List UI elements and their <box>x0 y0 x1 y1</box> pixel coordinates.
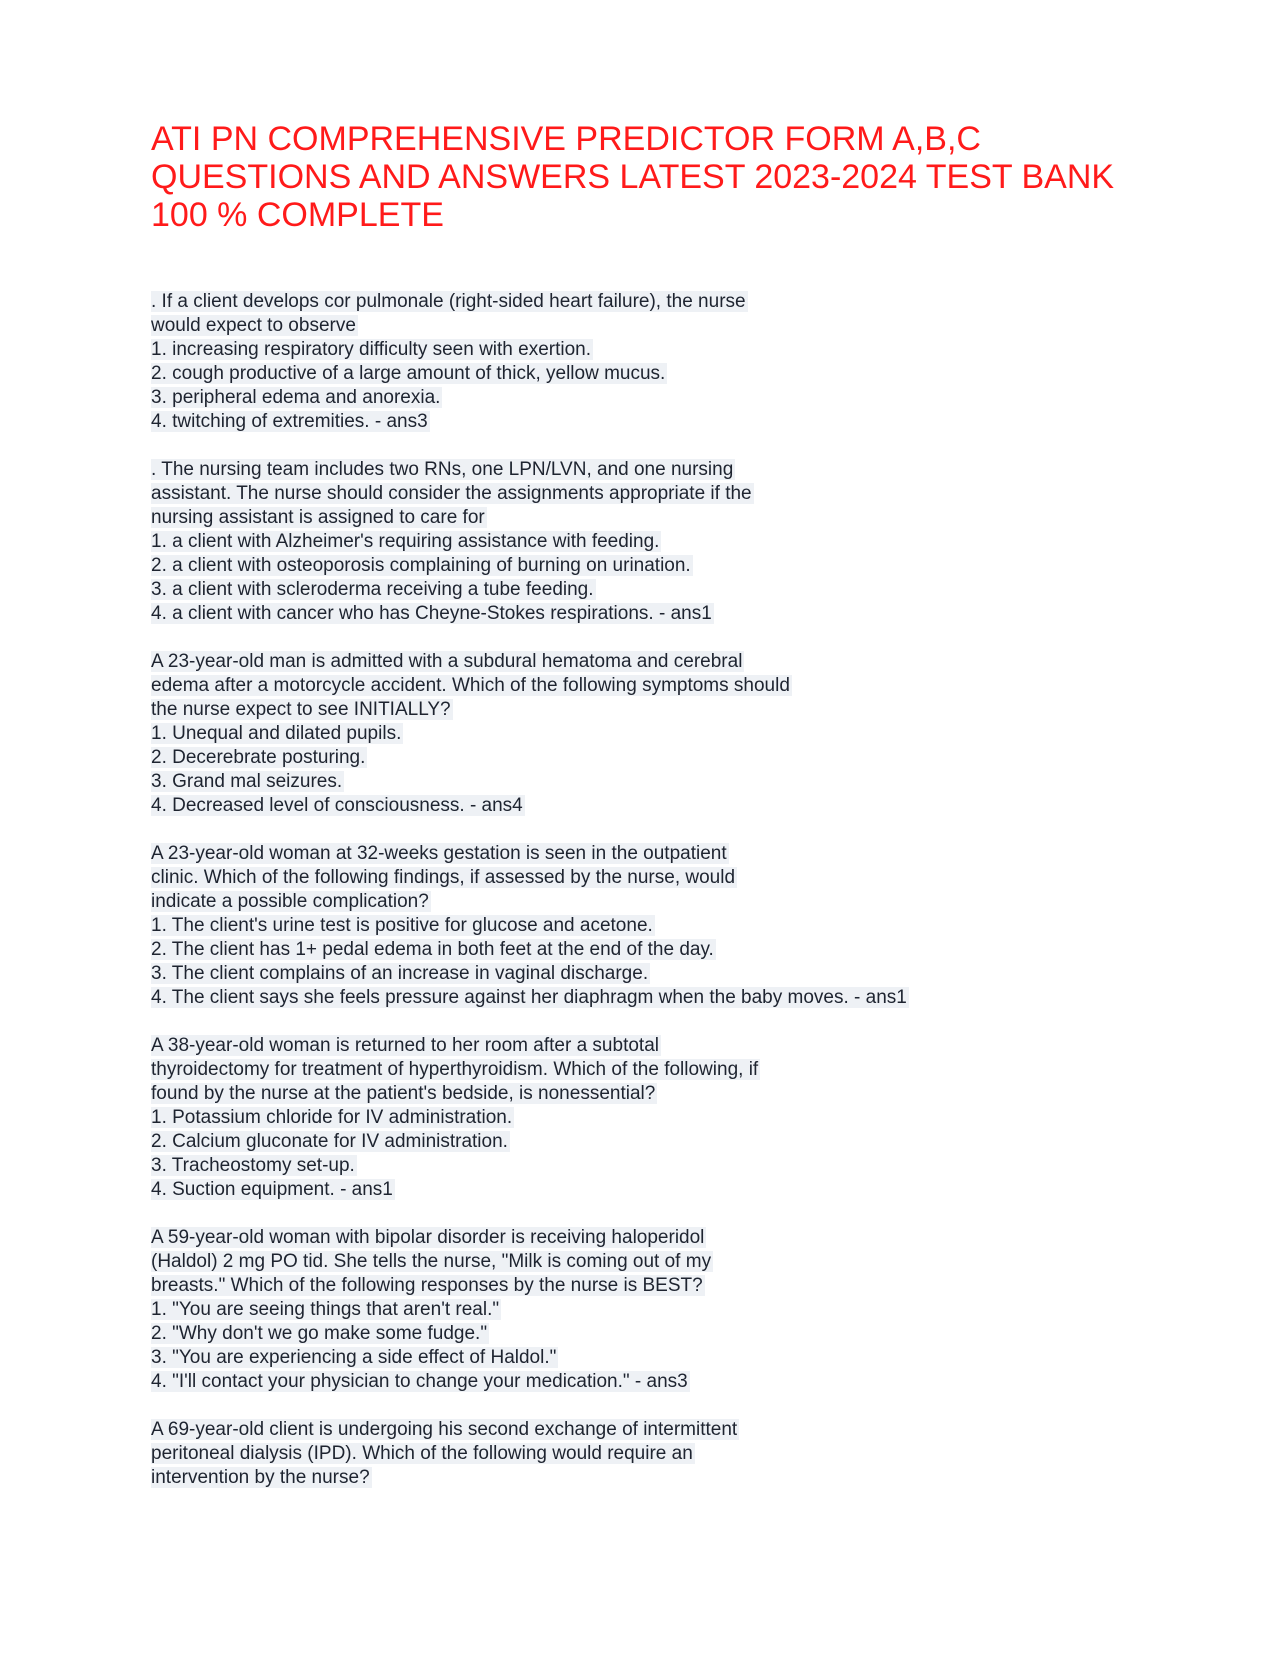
answer-option: 1. a client with Alzheimer's requiring assistance with feeding. <box>151 531 660 552</box>
text-line: assistant. The nurse should consider the assignments appropriate if the <box>151 483 752 504</box>
title-line: 100 % COMPLETE <box>151 196 444 234</box>
answer-option: 1. Potassium chloride for IV administration. <box>151 1107 513 1128</box>
text-line: peritoneal dialysis (IPD). Which of the following would require an <box>151 1443 693 1464</box>
text-line: found by the nurse at the patient's bedside, is nonessential? <box>151 1083 656 1104</box>
text-line: . The nursing team includes two RNs, one LPN/LVN, and one nursing <box>151 459 734 480</box>
answer-option: 2. "Why don't we go make some fudge." <box>151 1323 488 1344</box>
question-block <box>151 458 1151 626</box>
answer-option: 3. The client complains of an increase in vaginal discharge. <box>151 963 649 984</box>
answer-option: 1. Unequal and dilated pupils. <box>151 723 402 744</box>
question-block <box>151 1418 1151 1490</box>
text-line: A 69-year-old client is undergoing his second exchange of intermittent <box>151 1419 738 1440</box>
question-block <box>151 842 1151 1010</box>
answer-option: 4. a client with cancer who has Cheyne-Stokes respirations. - ans1 <box>151 603 712 624</box>
question-block <box>151 1226 1151 1394</box>
question-block <box>151 290 1151 434</box>
text-line: . If a client develops cor pulmonale (right-sided heart failure), the nurse <box>151 291 746 312</box>
answer-option: 3. Grand mal seizures. <box>151 771 343 792</box>
question-block <box>151 650 1151 818</box>
text-line: breasts." Which of the following responses by the nurse is BEST? <box>151 1275 703 1296</box>
text-line: edema after a motorcycle accident. Which of the following symptoms should <box>151 675 790 696</box>
answer-option: 2. Decerebrate posturing. <box>151 747 366 768</box>
answer-option: 3. peripheral edema and anorexia. <box>151 387 441 408</box>
answer-option: 1. increasing respiratory difficulty seen with exertion. <box>151 339 592 360</box>
text-line: the nurse expect to see INITIALLY? <box>151 699 451 720</box>
answer-option: 4. "I'll contact your physician to change your medication." - ans3 <box>151 1371 688 1392</box>
title-line: ATI PN COMPREHENSIVE PREDICTOR FORM A,B,C <box>151 120 981 158</box>
answer-option: 4. twitching of extremities. - ans3 <box>151 411 428 432</box>
question-list <box>151 290 1151 1514</box>
text-line: A 23-year-old woman at 32-weeks gestation is seen in the outpatient <box>151 843 727 864</box>
answer-option: 4. The client says she feels pressure against her diaphragm when the baby moves. - ans1 <box>151 987 907 1008</box>
answer-option: 3. "You are experiencing a side effect of Haldol." <box>151 1347 557 1368</box>
question-block <box>151 1034 1151 1202</box>
text-line: thyroidectomy for treatment of hyperthyroidism. Which of the following, if <box>151 1059 759 1080</box>
text-line: A 38-year-old woman is returned to her room after a subtotal <box>151 1035 659 1056</box>
document-title <box>151 120 1191 234</box>
answer-option: 4. Decreased level of consciousness. - ans4 <box>151 795 523 816</box>
answer-option: 3. Tracheostomy set-up. <box>151 1155 355 1176</box>
answer-option: 1. The client's urine test is positive for glucose and acetone. <box>151 915 653 936</box>
answer-option: 1. "You are seeing things that aren't real." <box>151 1299 500 1320</box>
answer-option: 2. The client has 1+ pedal edema in both feet at the end of the day. <box>151 939 714 960</box>
answer-option: 4. Suction equipment. - ans1 <box>151 1179 393 1200</box>
answer-option: 2. a client with osteoporosis complaining of burning on urination. <box>151 555 691 576</box>
answer-option: 2. cough productive of a large amount of thick, yellow mucus. <box>151 363 666 384</box>
text-line: nursing assistant is assigned to care for <box>151 507 485 528</box>
text-line: would expect to observe <box>151 315 356 336</box>
answer-option: 3. a client with scleroderma receiving a tube feeding. <box>151 579 594 600</box>
title-line: QUESTIONS AND ANSWERS LATEST 2023-2024 TEST BANK <box>151 158 1115 196</box>
text-line: A 59-year-old woman with bipolar disorder is receiving haloperidol <box>151 1227 705 1248</box>
text-line: A 23-year-old man is admitted with a subdural hematoma and cerebral <box>151 651 743 672</box>
text-line: clinic. Which of the following findings, if assessed by the nurse, would <box>151 867 736 888</box>
text-line: intervention by the nurse? <box>151 1467 370 1488</box>
answer-option: 2. Calcium gluconate for IV administration. <box>151 1131 508 1152</box>
text-line: (Haldol) 2 mg PO tid. She tells the nurse, "Milk is coming out of my <box>151 1251 712 1272</box>
text-line: indicate a possible complication? <box>151 891 429 912</box>
